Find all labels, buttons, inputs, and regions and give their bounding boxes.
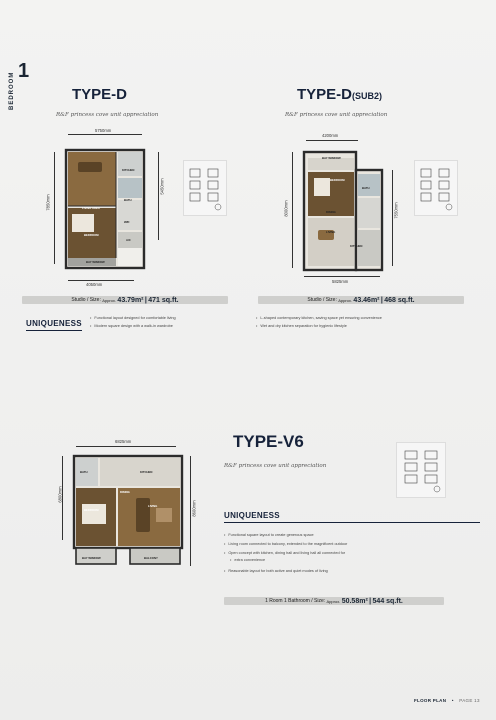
type-v6-bullet-4: • Reasonable layout for both active and quiet modes of living — [224, 569, 328, 575]
type-v6-dim-top: 6825mm — [115, 439, 132, 444]
bedroom-marker-wrap — [9, 71, 15, 111]
type-d-dim-right-line — [158, 152, 159, 240]
bedroom-label: BEDROOM — [9, 71, 15, 110]
type-d-room-bay: BAY WINDOW — [86, 260, 105, 264]
type-v6-dim-right: 8600mm — [191, 500, 197, 517]
type-v6-room-balcony: BALCONY — [144, 556, 158, 560]
type-d-dim-right: 5450mm — [159, 178, 165, 195]
type-v6-room-kitchen: KITCHEN — [140, 470, 153, 474]
type-d-sub2-dim-left-line — [292, 152, 293, 268]
type-d-dim-bottom: 4050mm — [86, 282, 103, 287]
type-d-sub2-title: TYPE-D(SUB2) — [297, 86, 383, 103]
type-d-uniqueness-underline — [26, 330, 82, 331]
type-d-room-kitchen: KITCHEN — [122, 168, 135, 172]
type-d-sub2-room-living: LIVING — [326, 230, 336, 234]
type-d-sub2-dim-right-line — [392, 170, 393, 266]
type-d-sub2-key-plan — [414, 160, 458, 216]
type-d-bullet-2: • Modern square design with a walk-in wardrobe — [90, 324, 173, 330]
type-d-bullet-1: • Functional layout designed for comfortable living — [90, 316, 176, 322]
type-d-sub2-room-bedroom: BEDROOM — [330, 178, 345, 182]
type-d-title: TYPE-D — [72, 86, 128, 103]
type-d-dim-top: 5750mm — [95, 128, 112, 133]
type-d-sub2-dim-right: 7550mm — [393, 202, 399, 219]
type-v6-floor-plan — [72, 454, 184, 570]
type-v6-room-living: LIVING — [148, 504, 158, 508]
type-d-sub2-bullet-2: • Wet and dry kitchen separation for hygienic lifestyle — [256, 324, 347, 330]
type-v6-room-bay: BAY WINDOW — [82, 556, 101, 560]
footer-bullet: • — [451, 698, 454, 703]
type-v6-dim-left: 6800mm — [57, 486, 63, 503]
type-d-sub2-tagline: R&F princess cove unit appreciation — [285, 112, 388, 118]
type-d-sub2-dim-top-line — [306, 140, 358, 141]
type-v6-uniqueness-underline — [224, 522, 480, 523]
type-d-sub2-room-kitchen: KITCHEN — [350, 244, 363, 248]
type-d-key-plan — [183, 160, 227, 216]
type-d-tagline: R&F princess cove unit appreciation — [56, 112, 159, 118]
type-v6-room-bath: BATH — [80, 470, 88, 474]
type-d-uniqueness-heading: UNIQUENESS — [26, 319, 82, 328]
type-v6-tagline: R&F princess cove unit appreciation — [224, 463, 327, 469]
type-d-room-living: LIVING AREA — [82, 206, 100, 210]
type-v6-title: TYPE-V6 — [233, 432, 304, 451]
bedroom-count: 1 — [18, 60, 30, 82]
type-d-sub2-room-bay: BAY WINDOW — [322, 156, 341, 160]
type-v6-room-bedroom: BEDROOM — [84, 508, 99, 512]
footer-label: FLOOR PLAN — [414, 698, 447, 703]
type-d-dim-left: 7850mm — [45, 194, 51, 211]
type-v6-summary-bar: 1 Room 1 Bathroom / Size: Approx. 50.58m² | 544 sq.ft. — [224, 597, 444, 605]
type-v6-bullet-3-cont: • extra convenience — [230, 558, 265, 564]
type-d-sub2-dim-left: 8000mm — [283, 200, 289, 217]
type-d-room-bath: BATH — [124, 198, 132, 202]
type-v6-dim-right-line — [190, 456, 191, 566]
type-d-dim-top-line — [68, 134, 142, 135]
type-d-dim-bottom-line — [68, 280, 134, 281]
type-d-summary-bar: Studio / Size: Approx. 43.79m² | 471 sq.ft. — [22, 296, 228, 304]
type-d-sub2-dim-bottom: 5825mm — [332, 279, 349, 284]
type-v6-uniqueness-heading: UNIQUENESS — [224, 511, 280, 520]
type-d-sub2-floor-plan — [300, 150, 386, 272]
type-v6-room-dining: DINING — [120, 490, 130, 494]
type-d-sub2-summary-bar: Studio / Size: Approx. 43.46m² | 468 sq.ft. — [258, 296, 464, 304]
type-v6-key-plan — [396, 442, 446, 498]
footer-page: PAGE 13 — [459, 698, 480, 703]
type-d-sub2-dim-bottom-line — [304, 276, 380, 277]
footer — [414, 698, 480, 703]
type-d-sub2-room-dining: DINING — [326, 210, 336, 214]
type-v6-bullet-2: • Living room connected to balcony, extended to the magnificent outdoor — [224, 542, 347, 548]
type-d-room-ac: A/C — [126, 238, 131, 242]
type-d-sub2-room-bath: BATH — [362, 186, 370, 190]
type-v6-bullet-1: • Functional square layout to create generous space — [224, 533, 314, 539]
type-d-sub2-bullet-1: • L-shaped contemporary kitchen, saving space yet ensuring convenience — [256, 316, 382, 322]
type-d-dim-left-line — [54, 152, 55, 264]
type-d-room-bedroom: BEDROOM — [84, 233, 99, 237]
type-d-floor-plan — [64, 148, 146, 270]
type-d-sub2-dim-top: 4200mm — [322, 133, 339, 138]
type-v6-dim-top-line — [76, 446, 176, 447]
type-d-room-wd: W/D — [124, 220, 130, 224]
type-v6-bullet-3: • Open concept with kitchen, dining hall and living hall all connected for — [224, 551, 345, 557]
